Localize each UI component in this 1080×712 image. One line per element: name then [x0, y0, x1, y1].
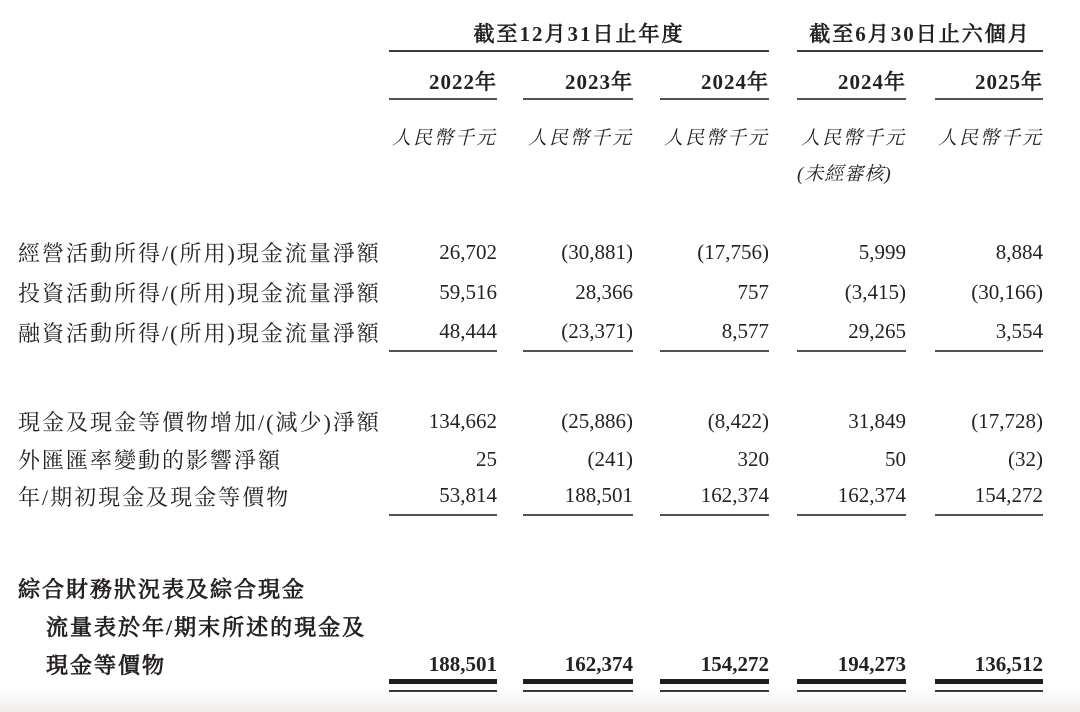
row-label: 經營活動所得/(所用)現金流量淨額 [18, 240, 381, 266]
table-row-fx-effect [0, 439, 1080, 479]
cell-value: 320 [737, 446, 769, 471]
cell-value: (25,886) [561, 408, 633, 433]
cell-value: 5,999 [858, 239, 906, 264]
row-label: 投資活動所得/(所用)現金流量淨額 [18, 280, 381, 306]
unit-label: 人民幣千元 [527, 127, 633, 149]
cell-value: (30,881) [561, 239, 633, 264]
cell-value: 162,374 [564, 651, 633, 676]
row-label: 流量表於年/期末所述的現金及 [46, 614, 367, 640]
cell-value: 162,374 [797, 476, 906, 516]
cell-value: 53,814 [389, 476, 497, 516]
cell-value: 162,374 [660, 476, 769, 516]
note-header-row [0, 156, 1080, 188]
cell-value: (30,166) [971, 279, 1043, 304]
period-group-annual: 截至12月31日止年度 [389, 16, 769, 52]
table-row-operating-cash-flow [0, 232, 1080, 272]
cell-value: 50 [885, 446, 906, 471]
table-row-cash-beginning [0, 476, 1080, 516]
column-year-2023: 2023年 [523, 64, 633, 100]
table-row-net-increase-cash [0, 401, 1080, 441]
cell-value: 59,516 [439, 279, 497, 304]
cell-value: 25 [476, 446, 497, 471]
row-label: 現金及現金等價物增加/(減少)淨額 [18, 409, 381, 435]
unaudited-note: (未經審核) [797, 163, 892, 185]
cell-value: 194,273 [837, 651, 906, 676]
cell-value: (32) [1008, 446, 1043, 471]
cell-value: 757 [737, 279, 769, 304]
row-label: 現金等價物 [46, 652, 167, 678]
cell-value: (8,422) [707, 408, 769, 433]
cell-value: 8,884 [995, 239, 1043, 264]
cell-value: (17,728) [971, 408, 1043, 433]
cell-value: 134,662 [428, 408, 497, 433]
cell-value: 3,554 [935, 312, 1043, 352]
cell-value: 48,444 [389, 312, 497, 352]
cell-value: 188,501 [523, 476, 633, 516]
cell-value: (3,415) [844, 279, 906, 304]
column-year-2022: 2022年 [389, 64, 497, 100]
unit-header-row [0, 120, 1080, 152]
cell-value: 26,702 [439, 239, 497, 264]
cell-value: (23,371) [523, 312, 633, 352]
unit-label: 人民幣千元 [937, 127, 1043, 149]
page-edge-shadow [0, 688, 1080, 712]
row-label: 外匯匯率變動的影響淨額 [18, 447, 283, 473]
row-label: 融資活動所得/(所用)現金流量淨額 [18, 320, 381, 346]
cell-value: (241) [587, 446, 633, 471]
cell-value: 188,501 [428, 651, 497, 676]
table-row-cash-end-total [0, 644, 1080, 684]
unit-label: 人民幣千元 [663, 127, 769, 149]
cell-value: 31,849 [848, 408, 906, 433]
table-row-total-label-line2 [0, 606, 1080, 646]
column-year-2025: 2025年 [935, 64, 1043, 100]
column-year-2024-interim: 2024年 [797, 64, 906, 100]
cell-value: (17,756) [697, 239, 769, 264]
year-header-row [0, 64, 1080, 100]
column-year-2024: 2024年 [660, 64, 769, 100]
table-row-financing-cash-flow [0, 312, 1080, 352]
row-label: 年/期初現金及現金等價物 [18, 484, 291, 510]
cell-value: 29,265 [797, 312, 906, 352]
cell-value: 8,577 [660, 312, 769, 352]
table-row-total-label-line1 [0, 568, 1080, 608]
period-group-interim: 截至6月30日止六個月 [797, 16, 1043, 52]
unit-label: 人民幣千元 [800, 127, 906, 149]
period-group-header-row [0, 16, 1080, 52]
cell-value: 136,512 [974, 651, 1043, 676]
row-label: 綜合財務狀況表及綜合現金 [18, 576, 307, 602]
table-row-investing-cash-flow [0, 272, 1080, 312]
cell-value: 154,272 [700, 651, 769, 676]
cell-value: 154,272 [935, 476, 1043, 516]
cell-value: 28,366 [575, 279, 633, 304]
unit-label: 人民幣千元 [391, 127, 497, 149]
